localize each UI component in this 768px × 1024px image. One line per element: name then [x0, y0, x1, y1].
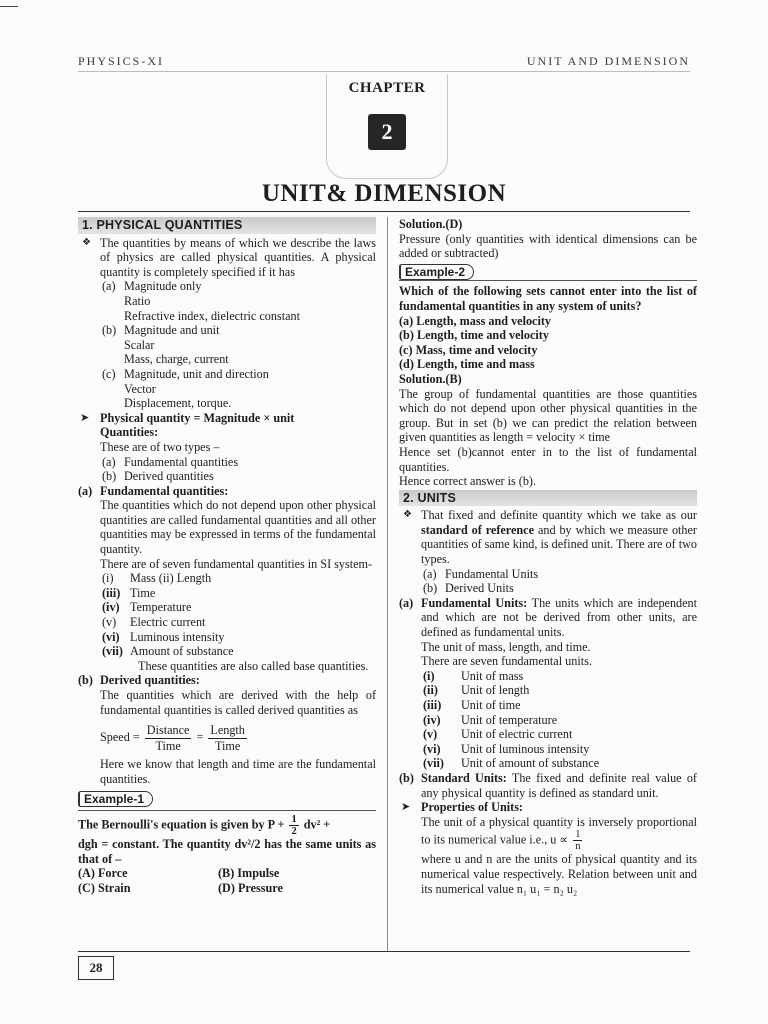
- unit-list-item: (v) Unit of electric current: [423, 727, 573, 742]
- arrow-bullet-icon: ➤: [80, 410, 90, 424]
- example-1-question-cont: dgh = constant. The quantity dv²/2 has the same units as that of –: [78, 837, 376, 866]
- option: (C) Strain: [78, 880, 131, 895]
- standard-units: (b) Standard Units: The fixed and definite real value of any physical quantity is defined as standard unit.: [399, 770, 697, 800]
- option: (D) Pressure: [218, 880, 283, 895]
- derived-heading: (b) Derived quantities:: [78, 673, 200, 688]
- section-heading-physical-quantities: 1. PHYSICAL QUANTITIES: [78, 217, 376, 234]
- unit-list-item: (iv) Unit of temperature: [423, 712, 558, 727]
- quantities-text: These are of two types –: [100, 439, 220, 454]
- unit-list-item: (i) Unit of mass: [423, 668, 524, 683]
- right-column: [399, 217, 697, 896]
- diamond-bullet-icon: ❖: [82, 236, 91, 248]
- unit-type-b: (b) Derived Units: [423, 581, 514, 596]
- example-2-question: Which of the following sets cannot enter into the list of fundamental quantities in any system of units?: [399, 284, 697, 313]
- solution-1-heading: Solution.(D): [399, 217, 463, 231]
- column-divider: [387, 217, 388, 952]
- part-c-examples: Displacement, torque.: [124, 396, 232, 411]
- left-column: [78, 217, 376, 896]
- part-c-type: Vector: [124, 381, 156, 396]
- part-b: (b) Magnitude and unit: [102, 323, 220, 338]
- fraction: $\frac{1}{2}$: [291, 814, 297, 838]
- section-heading-units: 2. UNITS: [399, 490, 697, 507]
- fraction: $\frac{\text{Length}}{\text{Time}}$: [210, 723, 245, 753]
- fundamental-heading: (a) Fundamental quantities:: [78, 483, 229, 498]
- derived-text: The quantities which are derived with the help of fundamental quantities is called derived quantities as: [100, 688, 376, 717]
- chapter-number: 2: [368, 114, 406, 150]
- example-1-options: [78, 881, 376, 896]
- unit-list-item: (vii) Unit of amount of substance: [423, 756, 600, 771]
- page-title: UNIT& DIMENSION: [261, 180, 507, 207]
- solution-2-hence: Hence set (b)cannot enter in to the list of fundamental quantities.: [399, 444, 697, 474]
- corner-mark: [0, 6, 18, 7]
- example-rule: [78, 810, 376, 811]
- unit-list-item: (vi) Unit of luminous intensity: [423, 741, 590, 756]
- fund-list-item: (iii) Time: [102, 585, 156, 600]
- chapter-box: [326, 74, 448, 179]
- title-rule: [78, 211, 690, 212]
- units-intro: ❖ That fixed and definite quantity which we take as our standard of reference and by which we measure other quantities of same kind, is defined unit. There are of two types.: [403, 508, 697, 567]
- header-rule: [78, 71, 690, 72]
- footer-rule: [78, 951, 690, 952]
- base-quantities-note: These quantities are also called base quantities.: [138, 658, 369, 673]
- example-1-label: Example-1: [78, 791, 153, 808]
- type-b: (b) Derived quantities: [102, 469, 214, 484]
- part-b-examples: Mass, charge, current: [124, 352, 229, 367]
- intro-paragraph: ❖ The quantities by means of which we describe the laws of physics are called physical quantities. A physical quantity is completely specified if it has: [82, 235, 376, 279]
- fundamental-seven: There are of seven fundamental quantities in SI system-: [100, 556, 373, 571]
- solution-1-text: Pressure (only quantities with identical dimensions can be added or subtracted): [399, 231, 697, 261]
- properties-heading: ➤ Properties of Units:: [401, 800, 523, 815]
- page-number: 28: [78, 956, 114, 980]
- fundamental-units-line3: There are seven fundamental units.: [421, 654, 592, 669]
- example-2-option: (d) Length, time and mass: [399, 357, 535, 372]
- example-2-option: (a) Length, mass and velocity: [399, 313, 552, 328]
- example-rule: [399, 280, 697, 281]
- diamond-bullet-icon: ❖: [403, 509, 412, 521]
- speed-equation: Speed = $\frac{\text{Distance}}{\text{Time}}$ = $\frac{\text{Length}}{\text{Time}}$: [100, 723, 245, 753]
- solution-2-answer: Hence correct answer is (b).: [399, 474, 537, 489]
- running-head-left: PHYSICS-XI: [78, 54, 165, 68]
- properties-text-cont: where u and n are the units of physical quantity and its numerical value respectively. Relation between unit and its numerical value n₁ u₁ = n₂ u₂: [421, 852, 697, 896]
- fundamental-units: (a) Fundamental Units: The units which are independent and which are not be derived from other units, are defined as fundamental units.: [399, 595, 698, 640]
- fund-list-item: (v) Electric current: [102, 615, 206, 630]
- formula-line: ➤ Physical quantity = Magnitude × unit: [80, 410, 295, 425]
- example-1-question: The Bernoulli's equation is given by P + $\frac{1}{2}$ dv² +: [78, 814, 331, 838]
- part-c: (c) Magnitude, unit and direction: [102, 366, 269, 381]
- fund-list-item: (vi) Luminous intensity: [102, 629, 225, 644]
- unit-list-item: (iii) Unit of time: [423, 698, 521, 712]
- unit-list-item: (ii) Unit of length: [423, 683, 530, 698]
- solution-2-heading: Solution.(B): [399, 371, 462, 386]
- example-2-option: (b) Length, time and velocity: [399, 328, 549, 343]
- arrow-bullet-icon: ➤: [401, 800, 411, 814]
- running-head-right: UNIT AND DIMENSION: [526, 54, 690, 68]
- example-2-label: Example-2: [399, 264, 474, 281]
- fraction: $\frac{1}{n}$: [575, 829, 581, 853]
- example-1-options: [78, 866, 376, 881]
- solution-2-text: The group of fundamental quantities are those quantities which do not depend upon other physical quantities in the group. But in set (b) we can predict the relation between given quantities as length = velocity × time: [399, 386, 697, 445]
- part-a-examples: Refractive index, dielectric constant: [124, 308, 300, 323]
- fund-list-item: (iv) Temperature: [102, 600, 192, 615]
- chapter-label: CHAPTER: [348, 80, 426, 96]
- fundamental-text: The quantities which do not depend upon other physical quantities are called fundamental quantities and all other quantities may be expressed in terms of the fundamental quantity.: [100, 498, 376, 557]
- derived-note: Here we know that length and time are the fundamental quantities.: [100, 757, 376, 786]
- part-a-type: Ratio: [124, 293, 151, 308]
- part-b-type: Scalar: [124, 337, 155, 352]
- option: (B) Impulse: [218, 866, 280, 881]
- properties-text: The unit of a physical quantity is inversely proportional to its numerical value i.e., u ∝ $\frac{1}{n}$: [421, 814, 697, 853]
- fundamental-units-line2: The unit of mass, length, and time.: [421, 639, 591, 654]
- unit-type-a: (a) Fundamental Units: [423, 566, 539, 581]
- option: (A) Force: [78, 866, 128, 881]
- example-2-option: (c) Mass, time and velocity: [399, 342, 538, 357]
- fund-list-item: (i) Mass (ii) Length: [102, 571, 212, 586]
- fraction: $\frac{\text{Distance}}{\text{Time}}$: [146, 723, 190, 753]
- part-a: (a) Magnitude only: [102, 279, 202, 294]
- quantities-heading: Quantities:: [100, 425, 159, 440]
- type-a: (a) Fundamental quantities: [102, 454, 239, 469]
- fund-list-item: (vii) Amount of substance: [102, 644, 234, 659]
